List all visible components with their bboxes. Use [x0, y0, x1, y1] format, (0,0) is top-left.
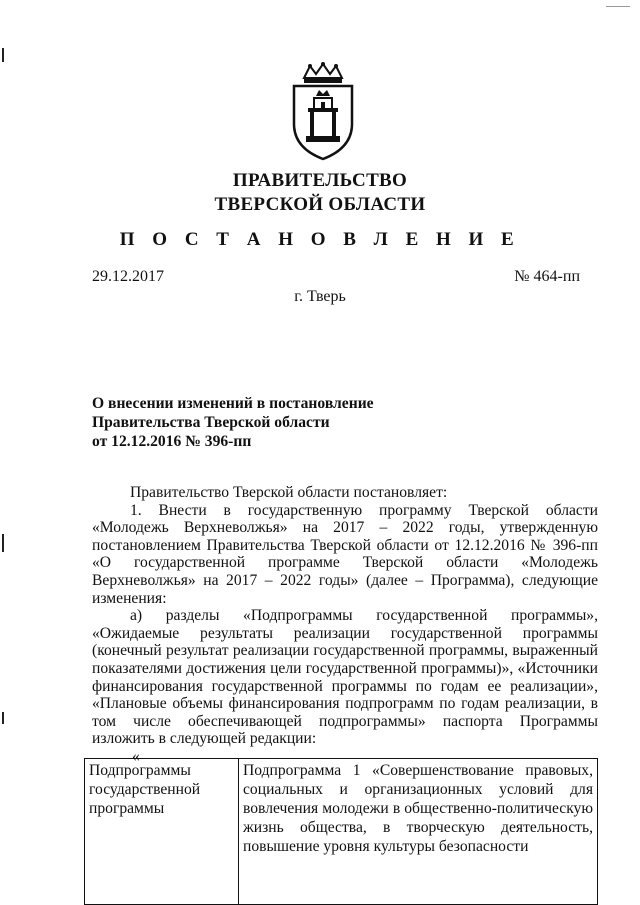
- body-paragraph: а) разделы «Подпрограммы государственной программы», «Ожидаемые результаты реализации государственной программы (конечный результат реализации государственной программы, выраженный показателями достижения цели государственной программы)», «Источники финансирования государственной программы по годам ее реализации», «Плановые объемы финансирования подпрограмм по годам реализации, в том числе обеспечивающей подпрограммы» паспорта Программы изложить в следующей редакции:: [92, 607, 598, 748]
- document-subject: [92, 394, 412, 451]
- table-cell-label: Подпрограммы государственной программы: [85, 759, 239, 905]
- coat-of-arms-icon: [290, 62, 356, 162]
- open-quote: «: [132, 747, 140, 765]
- document-body: [92, 484, 598, 766]
- scan-mark: [2, 712, 4, 724]
- document-date: 29.12.2017: [92, 268, 164, 285]
- scan-mark: [2, 534, 4, 552]
- body-paragraph: 1. Внести в государственную программу Тверской области «Молодежь Верхневолжья» на 2017 – 2022 годы, утвержденную постановлением Правительства Тверской области от 12.12.2016 № 396-пп «О государственной программе Тверской области «Молодежь Верхневолжья» на 2017 – 2022 годы» (далее – Программа), следующие изменения:: [92, 501, 598, 607]
- scan-mark: [606, 6, 630, 7]
- passport-table: [84, 758, 598, 905]
- table-cell-value: Подпрограмма 1 «Совершенствование правовых, социальных и организационных условий для вовлечения молодежи в общественно-политическую жизнь общества, в творческую деятельность, повышение уровня культуры безопасности: [239, 759, 598, 905]
- subject-line: О внесении изменений в постановление: [92, 395, 374, 412]
- subject-line: Правительства Тверской области: [92, 414, 330, 431]
- document-number: № 464-пп: [514, 268, 580, 285]
- body-paragraph: Правительство Тверской области постановляет:: [130, 484, 448, 501]
- subject-line: от 12.12.2016 № 396-пп: [92, 433, 252, 450]
- region-title: ТВЕРСКОЙ ОБЛАСТИ: [214, 194, 426, 215]
- document-city: г. Тверь: [294, 288, 346, 305]
- table-row: [85, 759, 598, 905]
- government-title: ПРАВИТЕЛЬСТВО: [232, 170, 408, 191]
- scan-mark: [2, 48, 4, 62]
- document-type: П О С Т А Н О В Л Е Н И Е: [119, 229, 521, 250]
